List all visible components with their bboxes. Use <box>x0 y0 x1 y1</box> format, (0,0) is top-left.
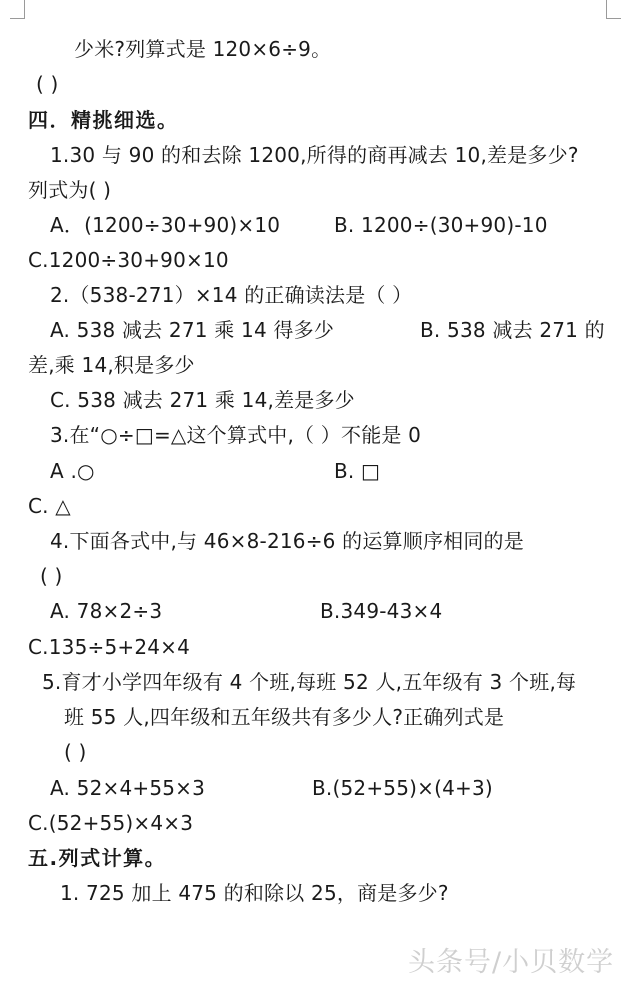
question-text: 4.下面各式中,与 46×8-216÷6 的运算顺序相同的是 <box>50 529 524 553</box>
page-corner-mark-right <box>606 0 621 19</box>
option-b: B.(52+55)×(4+3) <box>312 776 493 800</box>
option-c: C.135÷5+24×4 <box>28 635 191 659</box>
answer-blank: ( ) <box>40 564 63 588</box>
option-a: A．(1200÷30+90)×10 <box>50 213 281 237</box>
option-c: C.(52+55)×4×3 <box>28 811 194 835</box>
section-heading: 五.列式计算。 <box>28 846 167 870</box>
question-text: 5.育才小学四年级有 4 个班,每班 52 人,五年级有 3 个班,每 <box>42 670 577 694</box>
answer-blank: ( ) <box>36 72 59 96</box>
option-c: C. 538 减去 271 乘 14,差是多少 <box>50 388 355 412</box>
option-b: B. 538 减去 271 的 <box>420 318 605 342</box>
question-text: 列式为( ) <box>28 178 112 202</box>
option-a: A .○ <box>50 459 95 483</box>
option-a: A. 538 减去 271 乘 14 得多少 <box>50 318 335 342</box>
option-c: C.1200÷30+90×10 <box>28 248 229 272</box>
question-text: 1. 725 加上 475 的和除以 25，商是多少? <box>60 881 449 905</box>
option-a: A. 78×2÷3 <box>50 599 163 623</box>
option-a: A. 52×4+55×3 <box>50 776 206 800</box>
section-heading: 四．精挑细选。 <box>28 108 179 132</box>
option-c: C. △ <box>28 494 71 518</box>
answer-blank: ( ) <box>64 740 87 764</box>
option-b: B. 1200÷(30+90)-10 <box>334 213 548 237</box>
question-text: 少米?列算式是 120×6÷9。 <box>74 37 332 61</box>
watermark: 头条号/小贝数学 <box>408 947 615 978</box>
question-text: 2.（538-271）×14 的正确读法是（ ） <box>50 283 413 307</box>
option-b: B.349-43×4 <box>320 599 443 623</box>
question-text: 1.30 与 90 的和去除 1200,所得的商再减去 10,差是多少? <box>50 143 579 167</box>
option-b: B. □ <box>334 459 381 483</box>
question-text: 班 55 人,四年级和五年级共有多少人?正确列式是 <box>64 705 505 729</box>
page-corner-mark-left <box>10 0 25 19</box>
option-b-continued: 差,乘 14,积是多少 <box>28 353 195 377</box>
question-text: 3.在“○÷□=△这个算式中,（ ）不能是 0 <box>50 423 422 447</box>
